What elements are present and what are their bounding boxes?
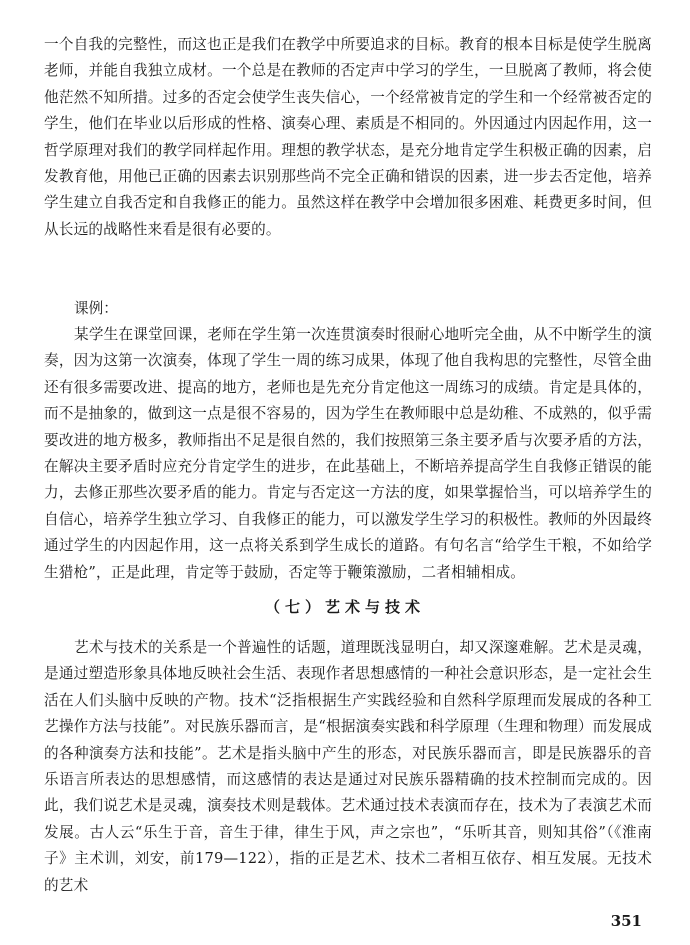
paragraph-art-and-technique: 艺术与技术的关系是一个普遍性的话题，道理既浅显明白，却又深邃难解。艺术是灵魂，是通过塑造形象具体地反映社会生活、表现作者思想感情的一种社会意识形态，是一定社会生活在人们头脑中反映的产物。技术“泛指根据生产实践经验和自然科学原理而发展成的各种工艺操作方法与技能”。对民族乐器而言，是“根据演奏实践和科学原理（生理和物理）而发展成的各种演奏方法和技能”。艺术是指头脑中产生的形态，对民族乐器而言，即是民族器乐的音乐语言所表达的思想感情，而这感情的表达是通过对民族乐器精确的技术控制而完成的。因此，我们说艺术是灵魂，演奏技术则是载体。艺术通过技术表演而存在，技术为了表演艺术而发展。古人云“乐生于音，音生于律，律生于风，声之宗也”，“乐听其音，则知其俗”（《淮南子》主术训，刘安，前179—122），指的正是艺术、技术二者相互依存、相互发展。无技术的艺术 [44, 639, 652, 894]
paragraph-continued: 一个自我的完整性，而这也正是我们在教学中所要追求的目标。教育的根本目标是使学生脱离老师，并能自我独立成材。一个总是在教师的否定声中学习的学生，一旦脱离了教师，将会使他茫然不知所措。过多的否定会使学生丧失信心，一个经常被肯定的学生和一个经常被否定的学生，他们在毕业以后形成的性格、演奏心理、素质是不相同的。外因通过内因起作用，这一哲学原理对我们的教学同样起作用。理想的教学状态，是充分地肯定学生积极正确的因素，启发教育他，用他已正确的因素去识别那些尚不完全正确和错误的因素，进一步去否定他，培养学生建立自我否定和自我修正的能力。虽然这样在教学中会增加很多困难、耗费更多时间，但从长远的战略性来看是很有必要的。 [44, 36, 652, 238]
paragraph-example: 某学生在课堂回课，老师在学生第一次连贯演奏时很耐心地听完全曲，从不中断学生的演奏，因为这第一次演奏，体现了学生一周的练习成果，体现了他自我构思的完整性，尽管全曲还有很多需要改进、提高的地方，老师也是先充分肯定他这一周练习的成绩。肯定是具体的，而不是抽象的，做到这一点是很不容易的，因为学生在教师眼中总是幼稚、不成熟的，似乎需要改进的地方极多，教师指出不足是很自然的，我们按照第三条主要矛盾与次要矛盾的方法，在解决主要矛盾时应充分肯定学生的进步，在此基础上，不断培养提高学生自我修正错误的能力，去修正那些次要矛盾的能力。肯定与否定这一方法的度，如果掌握恰当，可以培养学生的自信心，培养学生独立学习、自我修正的能力，可以激发学生学习的积极性。教师的外因最终通过学生的内因起作用，这一点将关系到学生成长的道路。有句名言“给学生干粮，不如给学生猎枪”，正是此理，肯定等于鼓励，否定等于鞭策激励，二者相辅相成。 [44, 326, 652, 581]
page-number: 351 [610, 912, 642, 930]
example-label: 课例： [74, 300, 118, 317]
section-heading: （七）艺术与技术 [264, 598, 425, 616]
